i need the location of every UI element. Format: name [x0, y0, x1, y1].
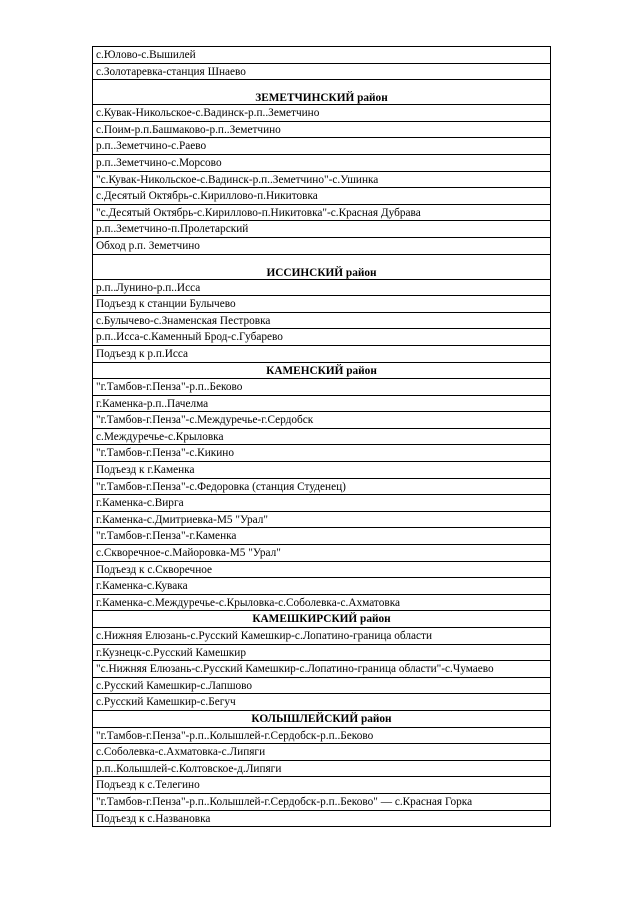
table-row: "г.Тамбов-г.Пенза"-с.Междуречье-г.Сердобск — [93, 412, 551, 429]
table-row: "г.Тамбов-г.Пенза"-с.Кикино — [93, 445, 551, 462]
table-row: Подъезд к с.Телегино — [93, 777, 551, 794]
table-row: р.п..Лунино-р.п..Исса — [93, 280, 551, 297]
table-row: р.п..Земетчино-с.Морсово — [93, 155, 551, 172]
district-heading: ЗЕМЕТЧИНСКИЙ район — [93, 80, 551, 105]
table-row: с.Кувак-Никольское-с.Вадинск-р.п..Земетчино — [93, 105, 551, 122]
table-row: г.Каменка-с.Дмитриевка-М5 "Урал" — [93, 512, 551, 529]
table-row: "с.Десятый Октябрь-с.Кириллово-п.Никитовка"-с.Красная Дубрава — [93, 205, 551, 222]
table-row: р.п..Колышлей-с.Колтовское-д.Липяги — [93, 761, 551, 778]
table-row: Подъезд к с.Скворечное — [93, 562, 551, 579]
table-row: "г.Тамбов-г.Пенза"-с.Федоровка (станция Студенец) — [93, 479, 551, 496]
district-heading: КОЛЫШЛЕЙСКИЙ район — [93, 711, 551, 728]
table-row: г.Каменка-с.Междуречье-с.Крыловка-с.Соболевка-с.Ахматовка — [93, 595, 551, 612]
table-row: с.Булычево-с.Знаменская Пестровка — [93, 313, 551, 330]
table-row: с.Поим-р.п.Башмаково-р.п..Земетчино — [93, 122, 551, 139]
roads-table — [92, 46, 551, 827]
table-row: "с.Нижняя Елюзань-с.Русский Камешкир-с.Лопатино-граница области"-с.Чумаево — [93, 661, 551, 678]
table-row: "с.Кувак-Никольское-с.Вадинск-р.п..Земетчино"-с.Ушинка — [93, 172, 551, 189]
table-row: Подъезд к с.Названовка — [93, 811, 551, 828]
table-row: "г.Тамбов-г.Пенза"-г.Каменка — [93, 528, 551, 545]
table-row: с.Русский Камешкир-с.Бегуч — [93, 694, 551, 711]
table-row: с.Междуречье-с.Крыловка — [93, 429, 551, 446]
table-row: Подъезд к р.п.Исса — [93, 346, 551, 363]
district-heading: КАМЕНСКИЙ район — [93, 363, 551, 380]
table-row: Обход р.п. Земетчино — [93, 238, 551, 255]
table-row: с.Золотаревка-станция Шнаево — [93, 64, 551, 81]
table-row: г.Кузнецк-с.Русский Камешкир — [93, 645, 551, 662]
table-row: с.Соболевка-с.Ахматовка-с.Липяги — [93, 744, 551, 761]
district-heading: ИССИНСКИЙ район — [93, 255, 551, 280]
table-row: "г.Тамбов-г.Пенза"-р.п..Колышлей-г.Сердобск-р.п..Беково — [93, 728, 551, 745]
district-heading: КАМЕШКИРСКИЙ район — [93, 611, 551, 628]
table-row: с.Десятый Октябрь-с.Кириллово-п.Никитовка — [93, 188, 551, 205]
table-row: Подъезд к станции Булычево — [93, 296, 551, 313]
table-row: г.Каменка-с.Кувака — [93, 578, 551, 595]
table-row: с.Русский Камешкир-с.Лапшово — [93, 678, 551, 695]
table-row: с.Нижняя Елюзань-с.Русский Камешкир-с.Лопатино-граница области — [93, 628, 551, 645]
table-row: с.Скворечное-с.Майоровка-М5 "Урал" — [93, 545, 551, 562]
table-row: г.Каменка-р.п..Пачелма — [93, 396, 551, 413]
table-row: г.Каменка-с.Вирга — [93, 495, 551, 512]
table-row: р.п..Исса-с.Каменный Брод-с.Губарево — [93, 329, 551, 346]
table-row: р.п..Земетчино-с.Раево — [93, 138, 551, 155]
table-row: Подъезд к г.Каменка — [93, 462, 551, 479]
table-row: р.п..Земетчино-п.Пролетарский — [93, 221, 551, 238]
table-row: "г.Тамбов-г.Пенза"-р.п..Колышлей-г.Сердобск-р.п..Беково" — с.Красная Горка — [93, 794, 551, 811]
table-row: "г.Тамбов-г.Пенза"-р.п..Беково — [93, 379, 551, 396]
table-row: с.Юлово-с.Вышилей — [93, 47, 551, 64]
